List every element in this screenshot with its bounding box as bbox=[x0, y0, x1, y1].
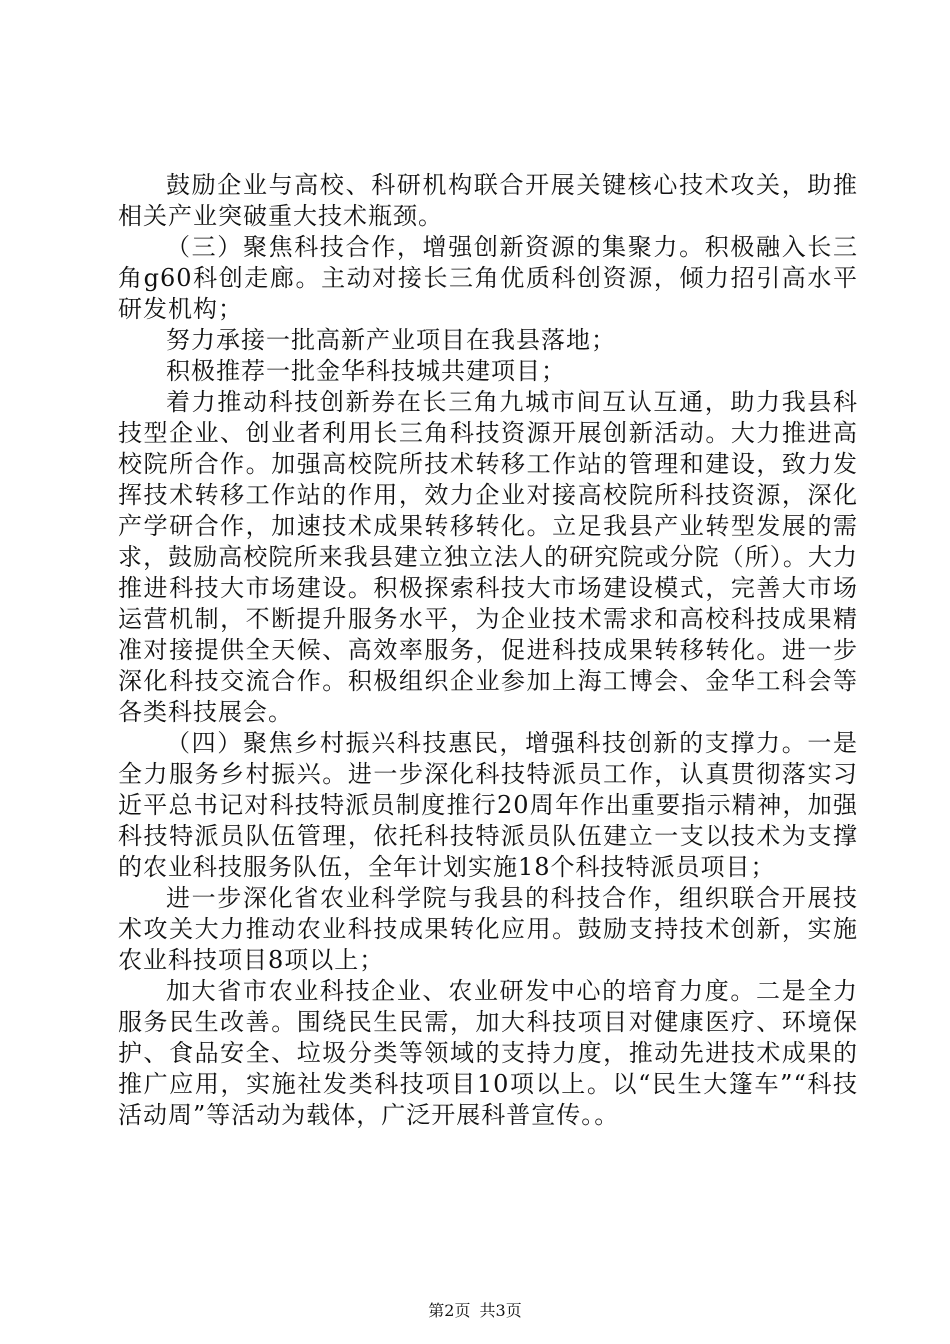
page-number: 第2页 bbox=[428, 1301, 471, 1320]
page-footer bbox=[0, 1298, 950, 1321]
paragraph: 努力承接一批高新产业项目在我县落地； bbox=[166, 326, 616, 354]
paragraph: （三）聚焦科技合作，增强创新资源的集聚力。积极融入长三角g60科创走廊。主动对接长三角优质科创资源，倾力招引高水平研发机构； bbox=[118, 233, 858, 323]
paragraph: 着力推动科技创新券在长三角九城市间互认互通，助力我县科技型企业、创业者利用长三角科技资源开展创新活动。大力推进高校院所合作。加强高校院所技术转移工作站的管理和建设，致力发挥技术转移工作站的作用，效力企业对接高校院所科技资源，深化产学研合作，加速技术成果转移转化。立足我县产业转型发展的需求，鼓励高校院所来我县建立独立法人的研究院或分院（所）。大力推进科技大市场建设。积极探索科技大市场建设模式，完善大市场运营机制，不断提升服务水平，为企业技术需求和高校科技成果精准对接提供全天候、高效率服务，促进科技成果转移转化。进一步深化科技交流合作。积极组织企业参加上海工博会、金华工科会等各类科技展会。 bbox=[118, 388, 858, 726]
paragraph: 积极推荐一批金华科技城共建项目； bbox=[166, 357, 566, 385]
paragraph: （四）聚焦乡村振兴科技惠民，增强科技创新的支撑力。一是全力服务乡村振兴。进一步深化科技特派员工作，认真贯彻落实习近平总书记对科技特派员制度推行20周年作出重要指示精神，加强科技特派员队伍管理，依托科技特派员队伍建立一支以技术为支撑的农业科技服务队伍，全年计划实施18个科技特派员项目； bbox=[118, 729, 858, 881]
paragraph: 进一步深化省农业科学院与我县的科技合作，组织联合开展技术攻关大力推动农业科技成果转化应用。鼓励支持技术创新，实施农业科技项目8项以上； bbox=[118, 884, 858, 974]
paragraph: 鼓励企业与高校、科研机构联合开展关键核心技术攻关，助推相关产业突破重大技术瓶颈。 bbox=[118, 171, 858, 230]
document-body bbox=[118, 170, 858, 1131]
page-total: 共3页 bbox=[479, 1301, 522, 1320]
paragraph: 加大省市农业科技企业、农业研发中心的培育力度。二是全力服务民生改善。围绕民生民需，加大科技项目对健康医疗、环境保护、食品安全、垃圾分类等领域的支持力度，推动先进技术成果的推广应用，实施社发类科技项目10项以上。以“民生大篷车”“科技活动周”等活动为载体，广泛开展科普宣传。。 bbox=[118, 977, 858, 1129]
